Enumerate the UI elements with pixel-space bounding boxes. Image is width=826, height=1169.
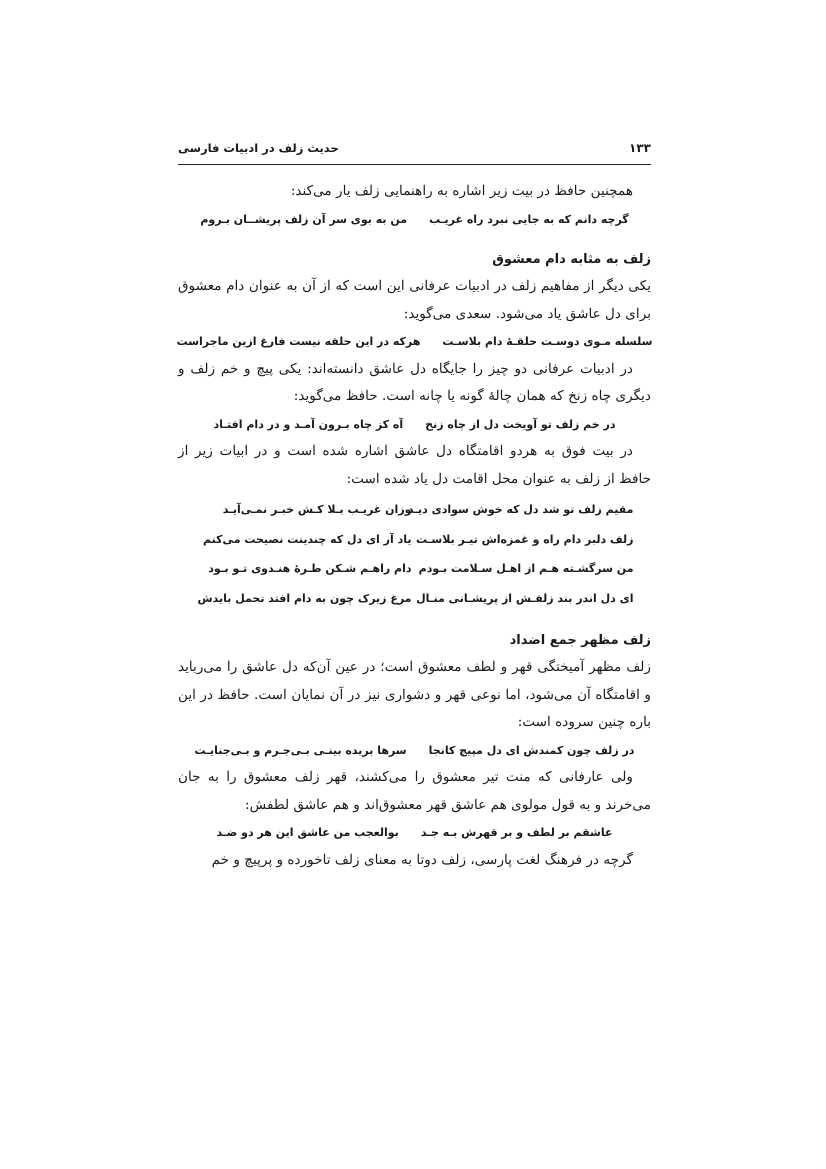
verse-group-line xyxy=(178,495,651,525)
verse-3 xyxy=(178,411,651,439)
verse-4-hemistich-2: سرها بریده بینـی بـی‌جـرم و بـی‌جنایـت xyxy=(194,743,407,757)
paragraph-5: زلف مظهر آمیختگی قهر و لطف معشوق است؛ در عین آن‌که دل عاشق را می‌رباید و اقامتگاه آن می‌شود، اما نوعی قهر و دشواری نیز در آن نمایان است. حافظ در این باره چنین سروده است: xyxy=(178,659,651,730)
verse-3-hemistich-2: آه کز چاه بـرون آمـد و در دام افتـاد xyxy=(213,417,404,431)
page-number: ۱۳۳ xyxy=(629,141,651,155)
verse-4 xyxy=(178,737,651,765)
verse-5-hemistich-2: بوالعجب من عاشق این هر دو ضـد xyxy=(216,826,399,839)
section-heading-2: زلف مظهر جمع اضداد xyxy=(509,633,651,648)
verse-group-line-1-hemistich-1: مقیم زلف تو شد دل که خوش سوادی دیـد xyxy=(407,503,634,516)
verse-1-hemistich-1: گرچه دانم که به جایی نبرد راه غریـب xyxy=(429,212,629,226)
running-title: حدیث زلف در ادبیات فارسی xyxy=(178,141,339,155)
page-body xyxy=(178,178,651,874)
paragraph-4: در بیت فوق به هردو اقامتگاه دل عاشق اشاره شده است و در ابیات زیر از حافظ از زلف به عنوان محل اقامت دل یاد شده است: xyxy=(178,443,651,487)
verse-group-line-4-hemistich-2: مرغ زیرک چون به دام افتد تحمل بایدش xyxy=(197,591,412,605)
verse-2 xyxy=(178,328,651,356)
verse-group-line-4-hemistich-1: ای دل اندر بند زلفـش از پریشـانی منـال xyxy=(416,591,634,605)
paragraph-3: در ادبیات عرفانی دو چیز را جایگاه دل عاشق دانسته‌اند: یکی پیچ و خم زلف و دیگری چاه زنخ که همان چالهٔ گونه یا چانه است. حافظ می‌گوید: xyxy=(178,360,651,404)
verse-5 xyxy=(178,819,651,847)
verse-group xyxy=(178,495,651,613)
paragraph-6: ولی عارفانی که منت تیر معشوق را می‌کشند، قهر زلف معشوق را به جان می‌خرند و به قول مولوی هم عاشق قهر معشوق‌اند و هم عاشق لطفش: xyxy=(178,769,651,813)
verse-group-line xyxy=(178,554,651,584)
verse-5-hemistich-1: عاشقم بر لطف و بر قهرش بـه جـد xyxy=(420,826,613,839)
verse-group-line-2-hemistich-2: یاد آر ای دل که چندینت نصیحت می‌کنم xyxy=(203,532,412,546)
paragraph-1: همچنین حافظ در بیت زیر اشاره به راهنمایی زلف یار می‌کند: xyxy=(290,183,633,199)
verse-group-line-1-hemistich-2: وزان غریـب بـلا کـش خبـر نمـی‌آیـد xyxy=(222,503,412,516)
verse-2-hemistich-1: سلسله مـوی دوسـت حلقـهٔ دام بلاسـت xyxy=(442,335,653,348)
verse-group-line-2-hemistich-1: زلف دلبر دام راه و غمزه‌اش تیـر بلاسـت xyxy=(416,532,634,546)
verse-group-line xyxy=(178,584,651,614)
verse-group-line-3-hemistich-2: دام راهـم شـکن طـرهٔ هنـدوی تـو بـود xyxy=(208,562,412,575)
verse-2-hemistich-2: هرکه در این حلقه نیست فارغ ازین ماجراست xyxy=(176,335,421,348)
verse-1-hemistich-2: من به بوی سر آن زلف پریشــان بـروم xyxy=(200,212,408,226)
verse-4-hemistich-1: در زلف چون کمندش ای دل مپیچ کانجا xyxy=(428,743,635,757)
page-header xyxy=(178,141,651,165)
header-rule xyxy=(178,164,651,165)
verse-group-line xyxy=(178,525,651,555)
verse-3-hemistich-1: در خم زلف تو آویخت دل از چاه زنخ xyxy=(425,417,616,431)
paragraph-7: گرچه در فرهنگ لغت پارسی، زلف دوتا به معنای زلف تاخورده و پرپیچ و خم xyxy=(211,851,633,868)
verse-group-line-3-hemistich-1: من سرگشـته هـم از اهـل سـلامت بـودم xyxy=(418,562,634,575)
section-heading-1: زلف به مثابه دام معشوق xyxy=(492,252,651,267)
verse-1 xyxy=(178,206,651,234)
paragraph-2: یکی دیگر از مفاهیم زلف در ادبیات عرفانی این است که از آن به عنوان دام معشوق برای دل عاشق یاد می‌شود. سعدی می‌گوید: xyxy=(178,278,651,322)
